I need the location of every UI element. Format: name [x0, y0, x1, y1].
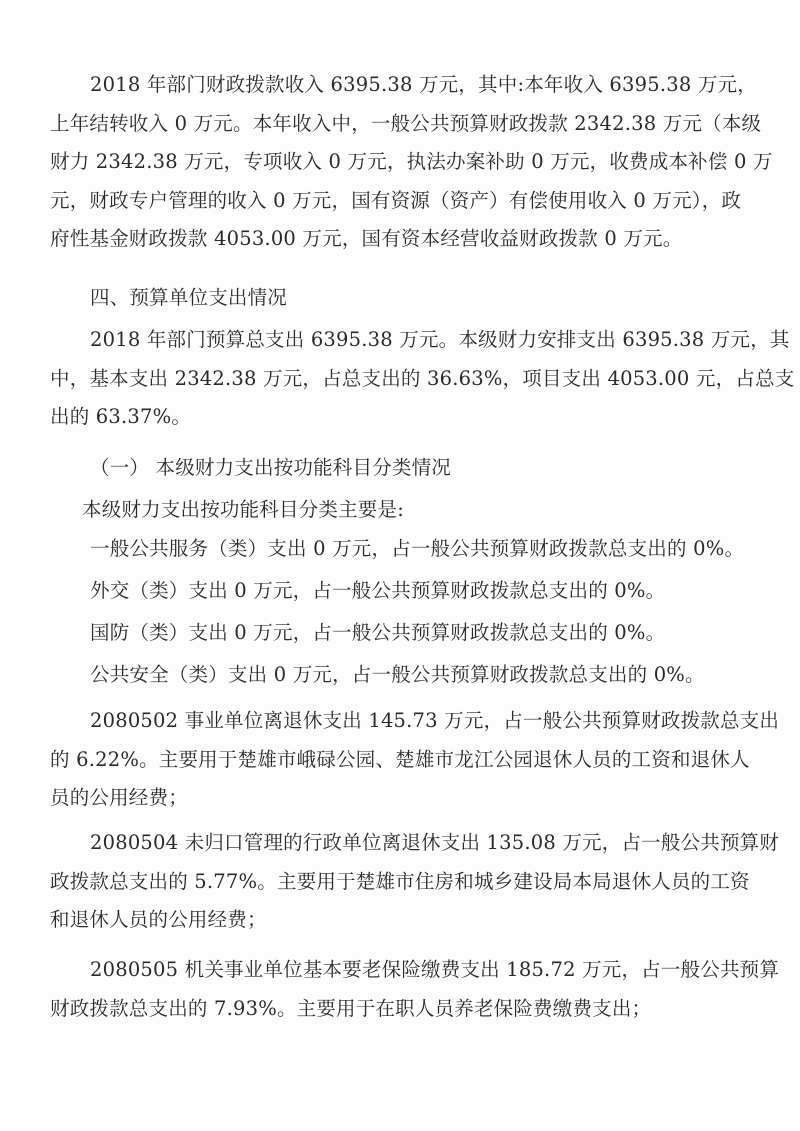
- category-line: [50, 614, 760, 653]
- text-line: 本级财力支出按功能科目分类主要是:: [82, 498, 404, 521]
- text-line: 一般公共服务（类）支出 0 万元，占一般公共预算财政拨款总支出的 0%。: [90, 537, 745, 560]
- text-line: 中，基本支出 2342.38 万元，占总支出的 36.63%，项目支出 4053.00 元，占总支: [50, 366, 795, 390]
- intro-paragraph: [50, 491, 760, 530]
- category-line: [50, 656, 760, 695]
- text-line: 员的公用经费；: [50, 786, 188, 809]
- text-line: 上年结转收入 0 万元。本年收入中，一般公共预算财政拨款 2342.38 万元（本级: [50, 111, 762, 135]
- text-line: 府性基金财政拨款 4053.00 万元，国有资本经营收益财政拨款 0 万元。: [50, 227, 683, 250]
- text-line: 出的 63.37%。: [50, 405, 192, 428]
- text-line: 政拨款总支出的 5.77%。主要用于楚雄市住房和城乡建设局本局退休人员的工资: [50, 869, 750, 893]
- heading-text: 四、预算单位支出情况: [90, 286, 288, 309]
- text-line: 2018 年部门预算总支出 6395.38 万元。本级财力安排支出 6395.38 万元，其: [90, 328, 790, 351]
- category-line: [50, 572, 760, 611]
- text-line: 公共安全（类）支出 0 万元，占一般公共预算财政拨款总支出的 0%。: [90, 663, 705, 686]
- text-line: 财力 2342.38 万元，专项收入 0 万元，执法办案补助 0 万元，收费成本补偿 0 万: [50, 150, 773, 173]
- item-paragraph-2080505: [50, 951, 780, 1028]
- text-line: 2080505 机关事业单位基本要老保险缴费支出 185.72 万元，占一般公共预算: [90, 958, 780, 981]
- text-line: 2080502 事业单位离退休支出 145.73 万元，占一般公共预算财政拨款总支出: [90, 709, 780, 732]
- text-line: 财政拨款总支出的 7.93%。主要用于在职人员养老保险费缴费支出；: [50, 996, 652, 1020]
- heading-text: （一） 本级财力支出按功能科目分类情况: [90, 456, 451, 479]
- text-line: 2018 年部门财政拨款收入 6395.38 万元，其中:本年收入 6395.38 万元，: [90, 73, 757, 96]
- text-line: 外交（类）支出 0 万元，占一般公共预算财政拨款总支出的 0%。: [90, 579, 666, 602]
- item-paragraph-2080502: [50, 702, 780, 818]
- category-line: [50, 530, 760, 569]
- item-paragraph-2080504: [50, 824, 780, 940]
- text-line: 2080504 未归口管理的行政单位离退休支出 135.08 万元，占一般公共预算财: [90, 831, 780, 854]
- text-line: 和退休人员的公用经费；: [50, 908, 267, 931]
- section-heading: [50, 279, 760, 318]
- text-line: 元，财政专户管理的收入 0 万元，国有资源（资产）有偿使用收入 0 万元），政: [50, 188, 742, 212]
- expenditure-paragraph: [50, 321, 795, 437]
- revenue-paragraph: [50, 66, 773, 259]
- subsection-heading: [50, 449, 760, 488]
- text-line: 的 6.22%。主要用于楚雄市峨碌公园、楚雄市龙江公园退休人员的工资和退休人: [50, 747, 750, 771]
- text-line: 国防（类）支出 0 万元，占一般公共预算财政拨款总支出的 0%。: [90, 621, 666, 644]
